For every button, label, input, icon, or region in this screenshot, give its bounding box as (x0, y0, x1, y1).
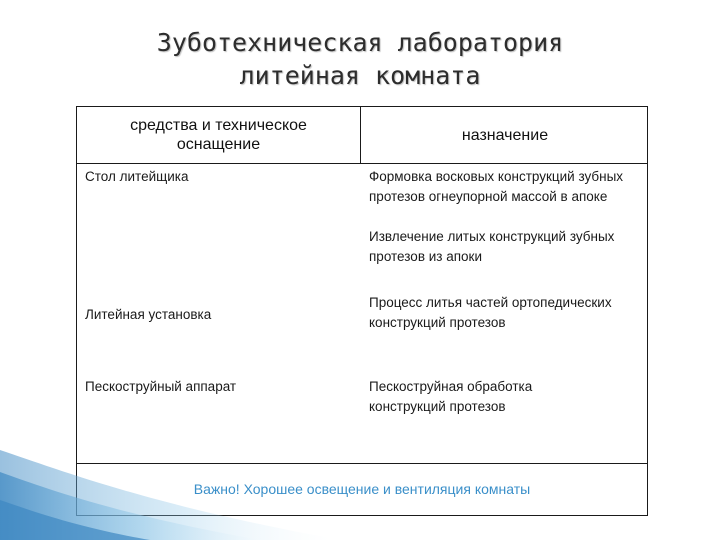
page-title (120, 26, 600, 92)
row-2-equipment: Литейная установка (85, 307, 212, 322)
title-line-1: Зуботехническая лаборатория (156, 28, 564, 57)
title-line-2: литейная комната (239, 61, 481, 90)
row-1-equipment: Стол литейщика (85, 169, 189, 184)
header-divider (77, 163, 647, 164)
row-1-purpose-1: Формовка восковых конструкций зубных протезов огнеупорной массой в апоке (369, 169, 624, 204)
row-3-purpose: Пескоструйная обработка конструкций протезов (369, 379, 533, 414)
row-2-purpose: Процесс литья частей ортопедических конструкций протезов (369, 295, 612, 330)
decorative-swoosh (0, 430, 330, 540)
header-purpose: назначение (461, 126, 549, 144)
header-equipment: средства и техническое оснащение (130, 117, 307, 153)
row-3-equipment: Пескоструйный аппарат (85, 379, 237, 394)
row-1-purpose-2: Извлечение литых конструкций зубных протезов из апоки (369, 229, 615, 264)
important-note: Важно! Хорошее освещение и вентиляция комнаты (193, 481, 531, 497)
